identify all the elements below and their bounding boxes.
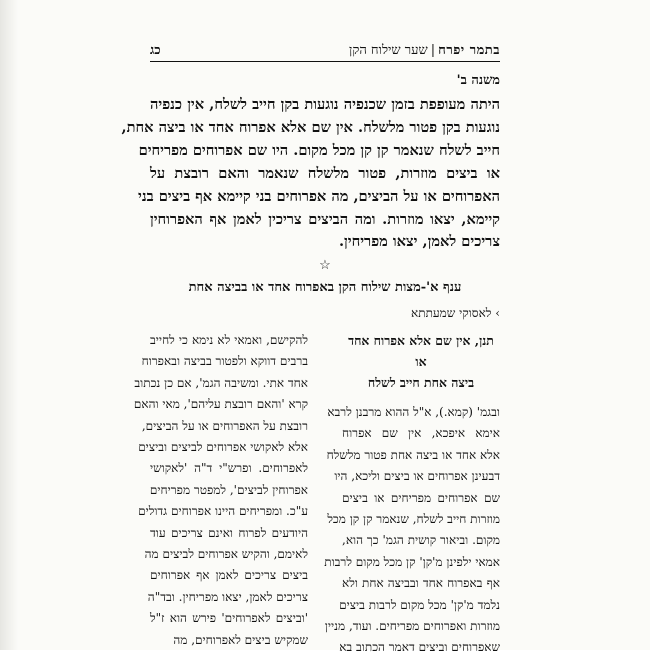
toc-link[interactable]: › לאסוקי שמעתתא — [411, 306, 500, 320]
column-line: מקום. וביאור קושית הגמ' כך הוא, — [342, 533, 500, 548]
running-title — [349, 42, 500, 58]
column-line: אף באפרוח אחד ובביצה אחת ולא — [342, 576, 500, 591]
column-line: להקישם, ואמאי לא נימא כי לחייב — [150, 333, 308, 347]
quote-line: ביצה אחת חייב לשלח — [367, 375, 475, 390]
mishna-text — [121, 94, 500, 254]
header-rule — [150, 61, 500, 62]
mishna-line: חייב לשלח שנאמר קן קן מכל מקום. היו שם אפרוחים מפריחים — [138, 141, 500, 159]
column-line: ע"כ. ומפריחים היינו אפרוחים גדולים — [138, 504, 308, 519]
column-line: ברבים דווקא ולפטור בביצה ובאפרוח — [141, 354, 308, 369]
column-line: אמאי ילפינן מ'קן' קן מכל מקום לרבות — [324, 554, 500, 569]
mishna-line: נוגעות בקן פטור מלשלח. אין שם אלא אפרוח אחד או ביצה אחת, — [121, 118, 500, 136]
column-line: דבעינן אפרוחים או ביצים וליכא, היו — [334, 469, 500, 484]
page-number: כג — [150, 43, 161, 58]
column-line: שם אפרוחים מפריחים או ביצים — [342, 490, 500, 505]
running-header — [150, 36, 500, 58]
column-line: צריכים לאמן, יצאו מפריחין. ובד"ה — [147, 589, 308, 604]
mishna-line: האפרוחים או על הביצים, מה אפרוחים בני קיימא אף ביצים בני — [138, 187, 500, 205]
column-line: לאפרוחים. ופרש"י ד"ה 'לאקושי — [150, 461, 308, 476]
column-line: אלא אחד או ביצה אחת פטור מלשלח — [326, 447, 500, 462]
column-line: היודעים לפרוח ואינם צריכים עוד — [150, 525, 308, 540]
mishna-line: היתה מעופפת בזמן שכנפיה נוגעות בקן חייב לשלח, אין כנפיה — [150, 96, 500, 113]
header-separator: | — [430, 43, 436, 58]
mishna-line: צריכים לאמן, יצאו מפריחין. — [338, 233, 500, 251]
column-line: ביצים צריכים לאמן אף אפרוחים — [150, 568, 308, 583]
column-line: מוזרות ואפרוחים מפריחים. ועוד, מניין — [324, 619, 500, 634]
mishna-line: או ביצים מוזרות, פטור מלשלח שנאמר והאם רובצת על — [150, 164, 500, 182]
column-line: קרא 'והאם רובצת עליהם', מאי והאם — [133, 397, 308, 412]
column-line: מוזרות חייב לשלח, שנאמר קן קן מכל — [327, 512, 500, 527]
column-line: 'וביצים לאפרוחים' פירש הוא ז"ל — [150, 611, 308, 626]
page-gutter-shadow — [0, 0, 18, 650]
column-line: שמקיש ביצים לאפרוחים, מה — [173, 632, 308, 647]
star-divider-icon: ☆ — [319, 258, 331, 273]
mishna-line: קיימא, יצאו מוזרות. ומה הביצים צריכין לאמן אף האפרוחין — [150, 210, 500, 228]
book-title: בתמר יפרח — [438, 43, 500, 58]
mishna-heading: משנה ב' — [456, 73, 500, 88]
section-title: שער שילוח הקן — [349, 43, 428, 58]
column-line: ובגמ' (קמא.), א"ל ההוא מרבנן לרבא — [327, 405, 500, 419]
column-line: אחד אתי. ומשיבה הגמ', אם כן נכתוב — [134, 375, 308, 390]
quote-line: תנן, אין שם אלא אפרוח אחד או — [348, 333, 494, 369]
branch-heading: ענף א'-מצות שילוח הקן באפרוח אחד או בביצה אחת — [188, 280, 462, 295]
column-line: אפרוחין לביצים', למפטר מפריחים — [149, 482, 308, 497]
column-line: לאימם, והקיש אפרוחים לביצים מה — [144, 547, 308, 562]
text-column-left — [133, 330, 308, 651]
column-line: שאפרוחים וביצים דאמר הכתוב בא — [339, 640, 500, 655]
column-line: נלמד מ'קן' מכל מקום לרבות ביצים — [339, 597, 500, 612]
column-line: רובצת על האפרוחים או על הביצים, — [141, 418, 308, 433]
column-line: אימא איפכא, אין שם אפרוח — [342, 426, 500, 441]
text-column-right — [324, 330, 500, 659]
column-line: אלא לאקושי אפרוחים לביצים וביצים — [138, 440, 308, 455]
